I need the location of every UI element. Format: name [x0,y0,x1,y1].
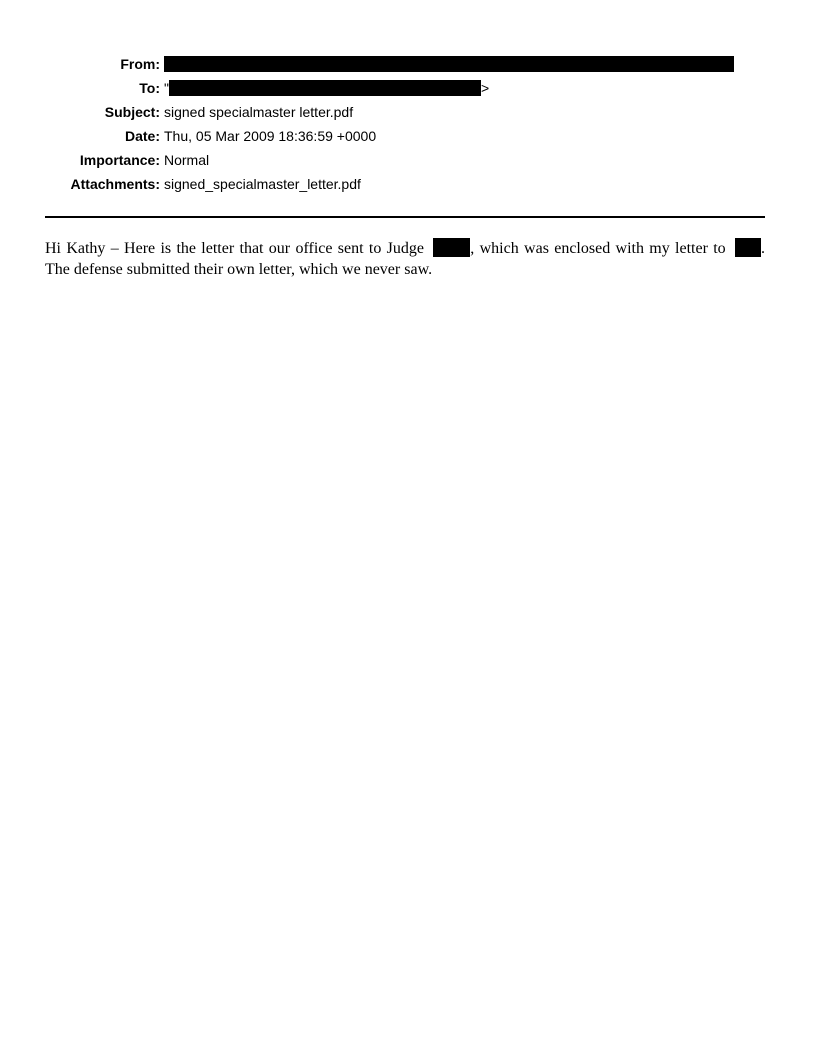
date-label: Date: [124,128,160,144]
body-text-part2: , which was enclosed with my letter to [470,240,732,257]
from-row [0,54,816,78]
from-label: From: [120,56,160,72]
message-body [45,238,765,280]
body-text-part3: . The defense submitted their own letter, which we never saw. [45,240,766,278]
redaction-box [433,238,470,257]
to-label: To: [139,80,160,96]
importance-row [0,150,816,174]
to-suffix: > [480,80,490,96]
from-value [164,54,734,74]
subject-value: signed specialmaster letter.pdf [164,104,354,120]
subject-row [0,102,816,126]
importance-label: Importance: [79,152,160,168]
subject-label: Subject: [104,104,160,120]
redaction-box [169,80,481,96]
to-row [0,78,816,102]
redaction-box [735,238,761,257]
importance-value: Normal [164,152,210,168]
to-prefix: " [164,80,169,96]
email-header [0,54,816,198]
to-value [164,78,489,98]
date-row [0,126,816,150]
attachments-row [0,174,816,198]
date-value: Thu, 05 Mar 2009 18:36:59 +0000 [164,128,377,144]
attachments-label: Attachments: [70,176,160,192]
header-divider [45,216,765,218]
redaction-box [164,56,734,72]
body-text-part1: Hi Kathy – Here is the letter that our office sent to Judge [45,240,430,257]
attachments-value: signed_specialmaster_letter.pdf [164,176,361,192]
